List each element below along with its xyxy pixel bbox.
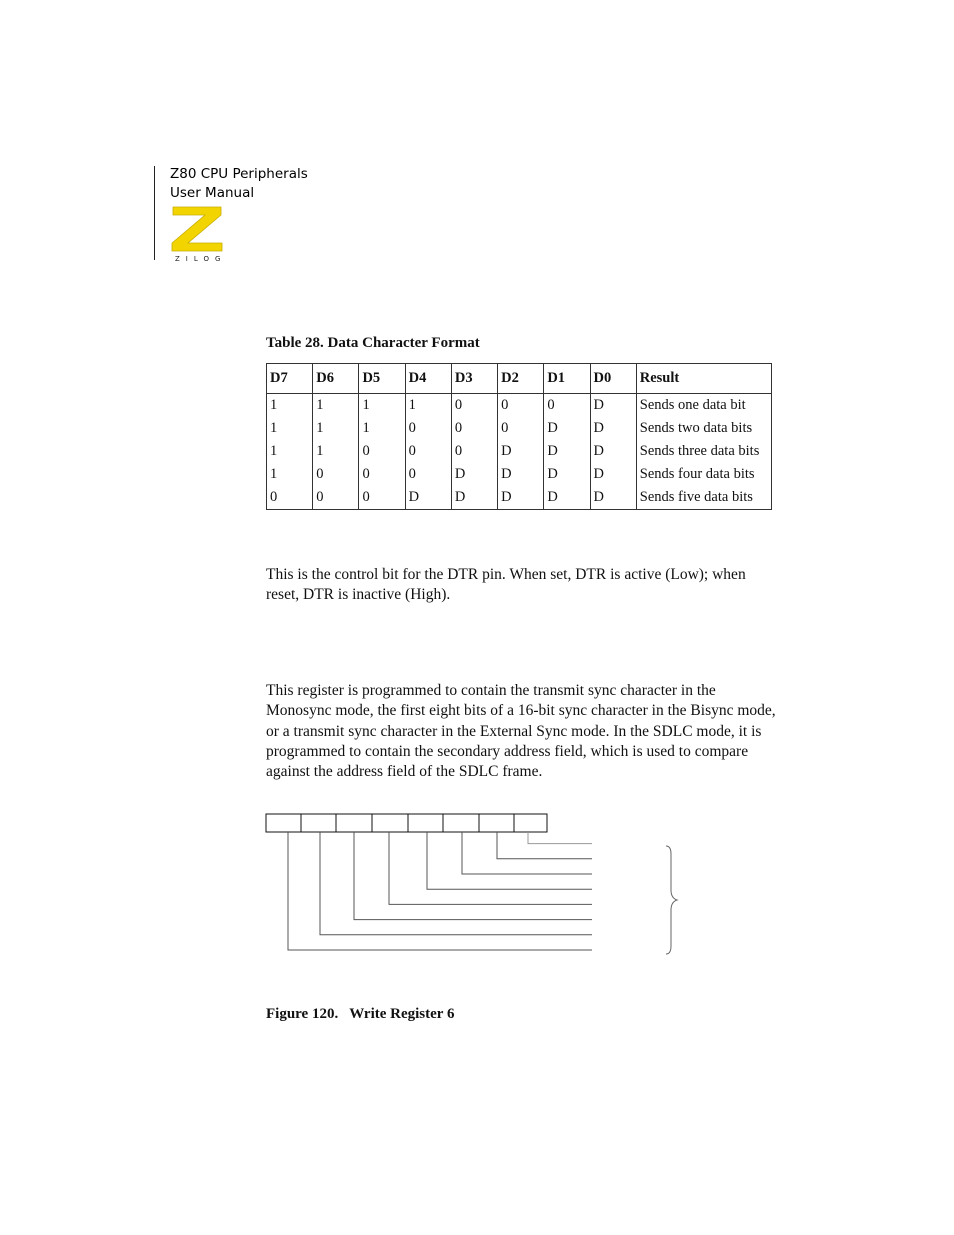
result-cell: Sends two data bits	[636, 417, 771, 440]
register-bit-box	[301, 814, 336, 832]
column-header-d1: D1	[544, 364, 590, 394]
register-bit-box	[408, 814, 443, 832]
bit-cell: D	[590, 394, 636, 418]
register-bit-box	[266, 814, 301, 832]
bit-leader-line	[497, 832, 592, 859]
register-bit-box	[479, 814, 514, 832]
bit-cell: 0	[544, 394, 590, 418]
bit-leader-line	[354, 832, 592, 920]
bit-cell: 0	[498, 394, 544, 418]
bit-cell: 0	[405, 417, 451, 440]
bit-cell: 0	[313, 486, 359, 510]
register-bit-box	[443, 814, 479, 832]
bit-cell: 0	[451, 417, 497, 440]
table-caption: Table 28. Data Character Format	[266, 335, 480, 351]
header-title-line2: User Manual	[170, 185, 255, 201]
column-header-d7: D7	[267, 364, 313, 394]
bit-cell: 0	[451, 394, 497, 418]
bit-cell: D	[590, 463, 636, 486]
bit-cell: D	[590, 417, 636, 440]
bit-cell: 1	[267, 463, 313, 486]
bit-cell: D	[544, 486, 590, 510]
table-header-row	[267, 364, 772, 394]
column-header-d4: D4	[405, 364, 451, 394]
bit-cell: 0	[359, 486, 405, 510]
column-header-d5: D5	[359, 364, 405, 394]
table-row	[267, 486, 772, 510]
table-row	[267, 417, 772, 440]
grouping-brace	[666, 846, 677, 954]
bit-cell: 0	[359, 463, 405, 486]
table-row	[267, 394, 772, 418]
document-header	[170, 165, 308, 203]
column-header-d6: D6	[313, 364, 359, 394]
column-header-result: Result	[636, 364, 771, 394]
bit-cell: D	[544, 463, 590, 486]
header-title-line1: Z80 CPU Peripherals	[170, 166, 308, 182]
bit-cell: 1	[405, 394, 451, 418]
bit-cell: 1	[359, 394, 405, 418]
table-body	[267, 394, 772, 510]
bit-cell: 1	[313, 440, 359, 463]
header-rule	[154, 166, 155, 260]
write-register-6-diagram	[262, 810, 692, 960]
register-bit-box	[336, 814, 372, 832]
result-cell: Sends five data bits	[636, 486, 771, 510]
bit-cell: 0	[405, 440, 451, 463]
bit-cell: D	[544, 440, 590, 463]
bit-cell: 0	[498, 417, 544, 440]
result-cell: Sends four data bits	[636, 463, 771, 486]
bit-cell: 0	[451, 440, 497, 463]
bit-cell: 1	[267, 417, 313, 440]
column-header-d2: D2	[498, 364, 544, 394]
write-register-6-paragraph: This register is programmed to contain the transmit sync character in the Monosync mode, the first eight bits of a 16-bit sync character in the Bisync mode, or a transmit sync character in the External Sync mode. In the SDLC mode, it is programmed to contain the secondary address field, which is used to compare against the address field of the SDLC frame.	[266, 682, 776, 781]
bit-leader-line	[427, 832, 592, 889]
column-header-d0: D0	[590, 364, 636, 394]
bit-cell: D	[590, 440, 636, 463]
zilog-logo-text: ZILOG	[175, 255, 227, 263]
bit-cell: 1	[359, 417, 405, 440]
bit-cell: 0	[405, 463, 451, 486]
zilog-logo-z-shape	[172, 207, 222, 251]
bit-leader-line	[288, 832, 592, 950]
table-row	[267, 440, 772, 463]
bit-cell: 1	[313, 417, 359, 440]
bit-cell: 1	[313, 394, 359, 418]
bit-cell: 0	[359, 440, 405, 463]
register-bit-box	[514, 814, 547, 832]
bit-leader-line	[462, 832, 592, 874]
bit-cell: D	[451, 463, 497, 486]
bit-cell: D	[498, 440, 544, 463]
result-cell: Sends three data bits	[636, 440, 771, 463]
bit-cell: 1	[267, 440, 313, 463]
bit-leader-line	[528, 832, 592, 844]
bit-leader-line	[389, 832, 592, 904]
register-bit-boxes	[266, 814, 547, 832]
bit-cell: D	[544, 417, 590, 440]
register-bit-leader-lines	[288, 832, 592, 950]
bit-cell: 0	[313, 463, 359, 486]
bit-cell: D	[498, 486, 544, 510]
bit-cell: 0	[267, 486, 313, 510]
bit-cell: D	[498, 463, 544, 486]
data-character-format-table	[266, 363, 772, 510]
bit-cell: 1	[267, 394, 313, 418]
result-cell: Sends one data bit	[636, 394, 771, 418]
bit-cell: D	[405, 486, 451, 510]
register-bit-box	[372, 814, 408, 832]
dtr-paragraph: This is the control bit for the DTR pin. When set, DTR is active (Low); when reset, DTR is inactive (High).	[266, 566, 746, 604]
bit-cell: D	[451, 486, 497, 510]
table-row	[267, 463, 772, 486]
bit-cell: D	[590, 486, 636, 510]
figure-caption: Figure 120. Write Register 6	[266, 1006, 455, 1022]
column-header-d3: D3	[451, 364, 497, 394]
zilog-logo	[168, 205, 228, 263]
